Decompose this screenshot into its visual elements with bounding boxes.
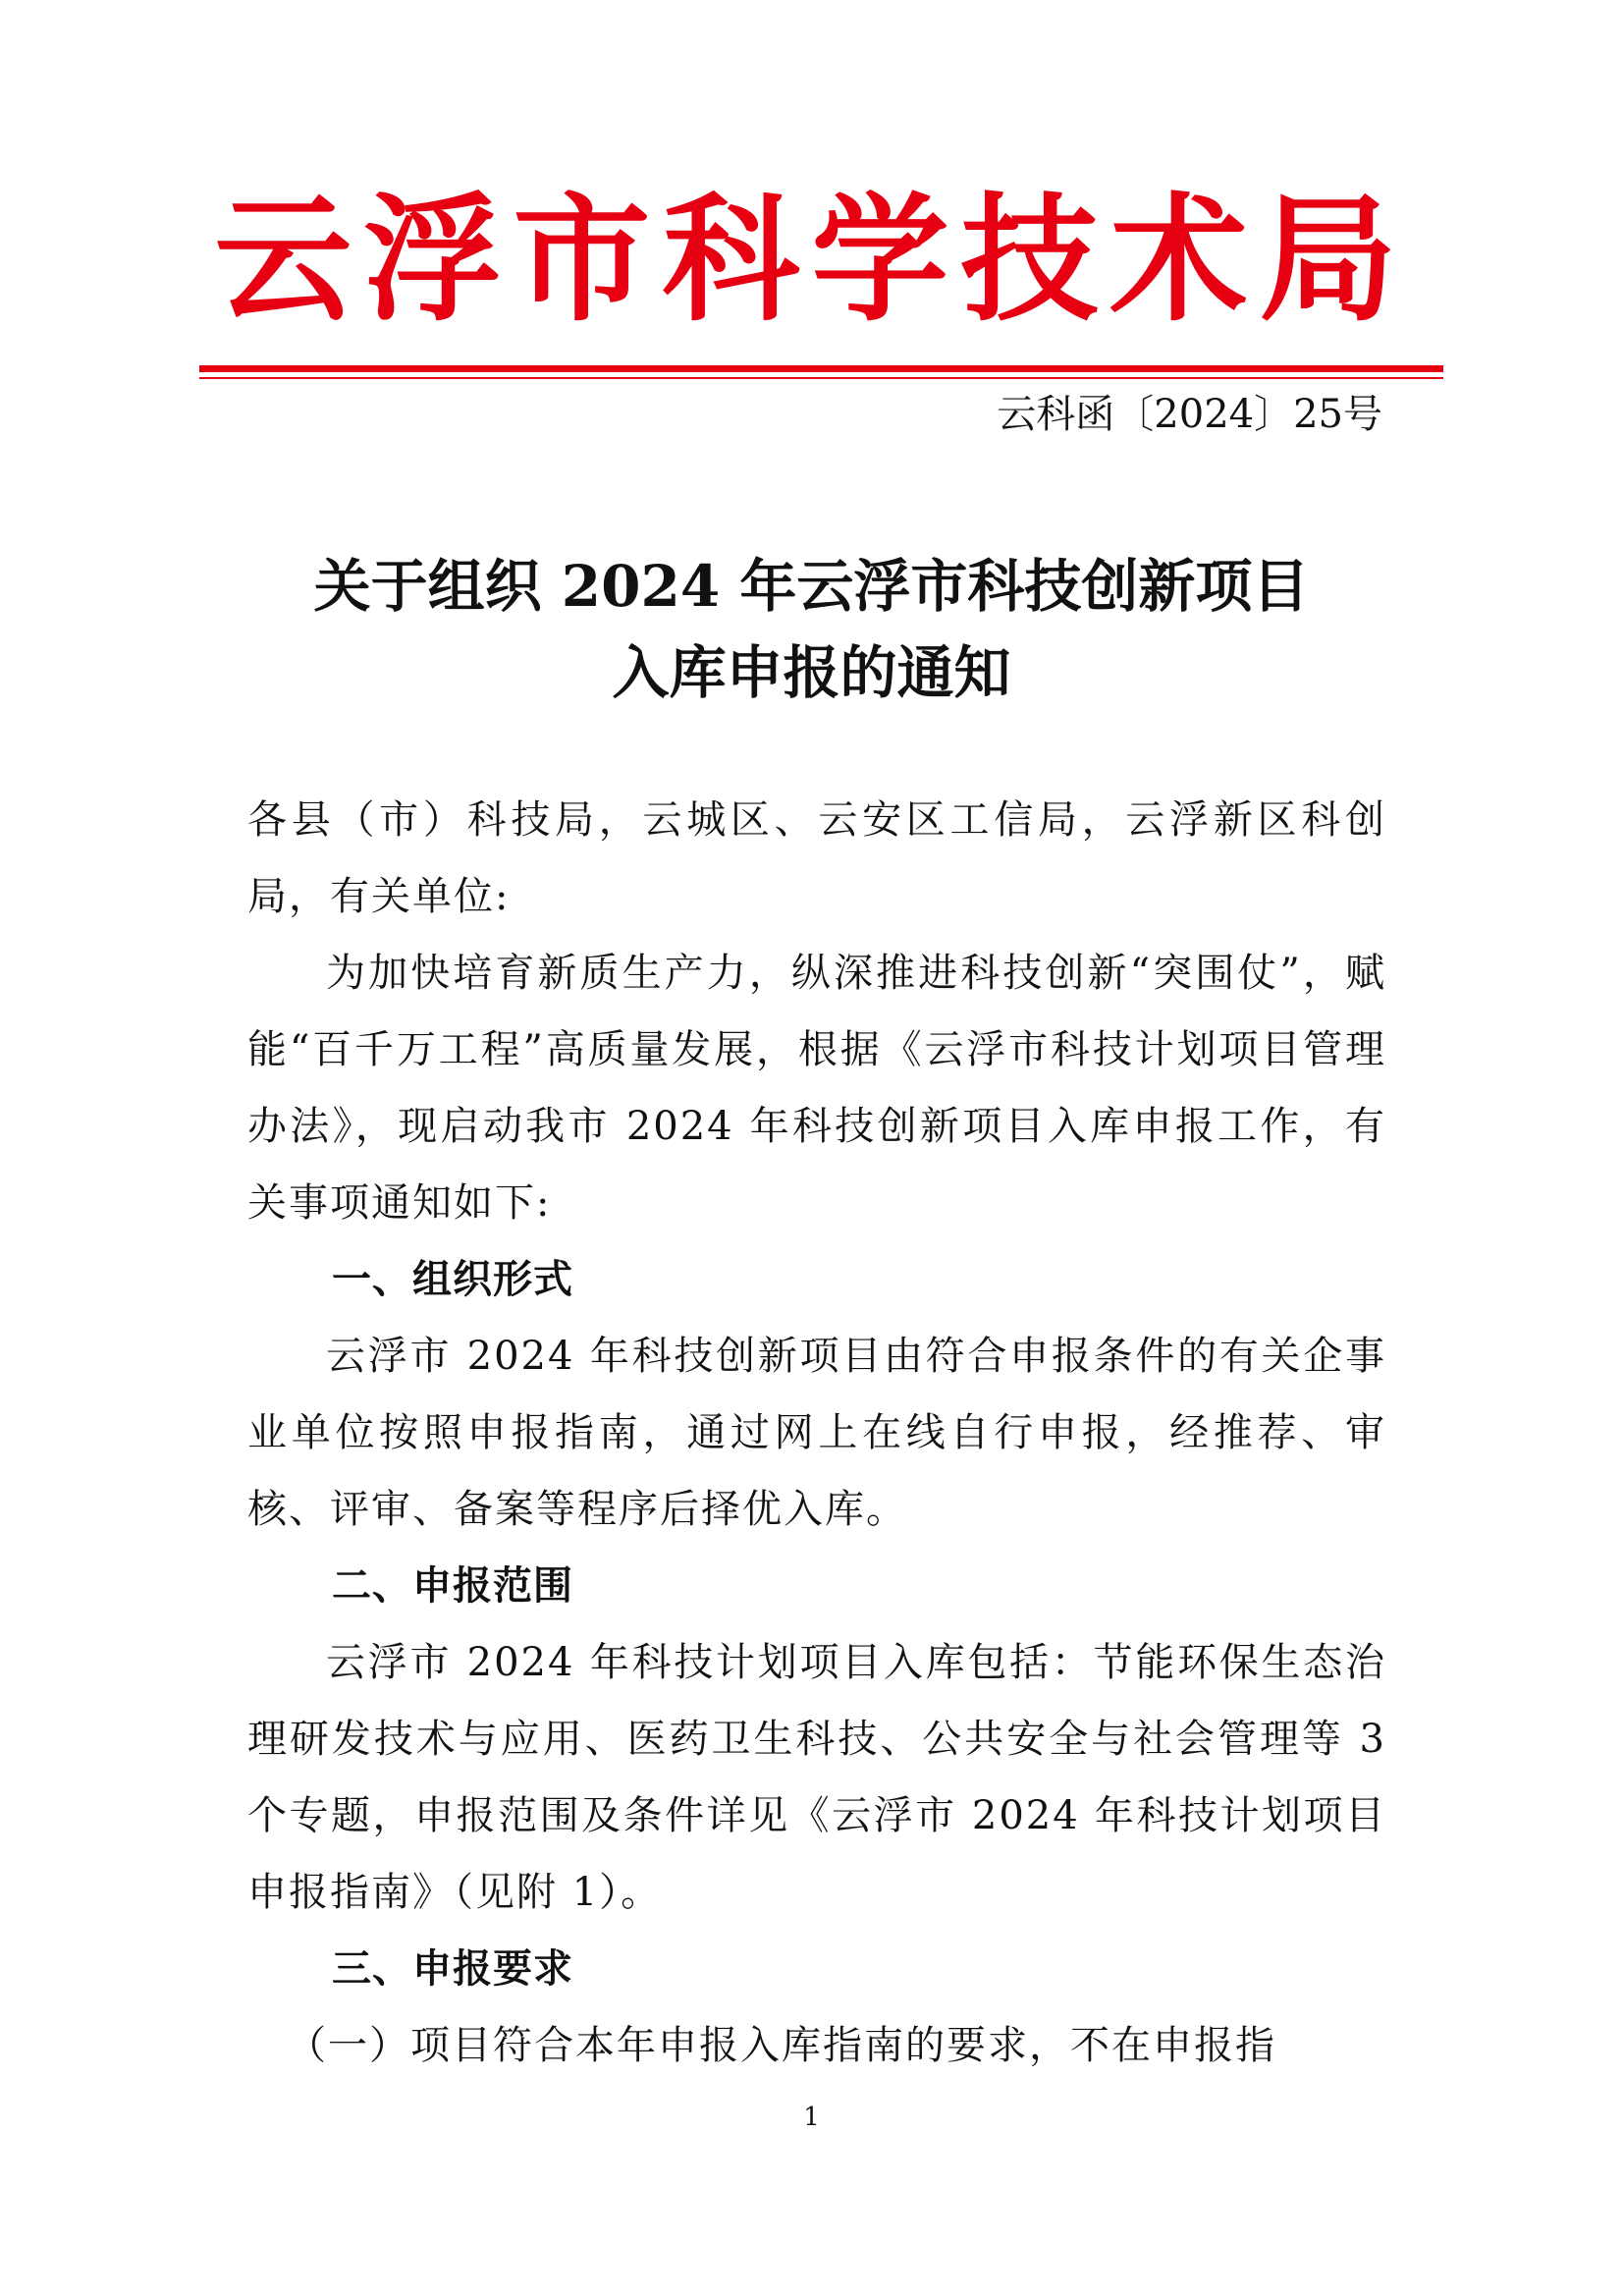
salutation: 各县（市）科技局，云城区、云安区工信局，云浮新区科创局，有关单位: bbox=[247, 797, 1386, 919]
document-title-line-2: 入库申报的通知 bbox=[612, 639, 1011, 706]
section-heading-requirements: 三、申报要求 bbox=[332, 1946, 573, 1992]
masthead-red-rule-thin bbox=[199, 377, 1443, 379]
document-body bbox=[247, 782, 1386, 2084]
section-text-scope: 云浮市 2024 年科技计划项目入库包括：节能环保生态治理研发技术与应用、医药卫生科技、公共安全与社会管理等 3 个专题，申报范围及条件详见《云浮市 2024 年科技计划项目申报指南》（见附 1）。 bbox=[247, 1640, 1386, 1915]
section-heading-organization: 一、组织形式 bbox=[332, 1257, 573, 1302]
section-heading-scope: 二、申报范围 bbox=[332, 1563, 573, 1609]
agency-masthead: 云浮市科学技术局 bbox=[214, 180, 1409, 341]
section-text-organization: 云浮市 2024 年科技创新项目由符合申报条件的有关企事业单位按照申报指南，通过网上在线自行申报，经推荐、审核、评审、备案等程序后择优入库。 bbox=[247, 1334, 1386, 1532]
intro-paragraph: 为加快培育新质生产力，纵深推进科技创新“突围仗”，赋能“百千万工程”高质量发展，根据《云浮市科技计划项目管理办法》，现启动我市 2024 年科技创新项目入库申报工作，有关事项通知如下: bbox=[247, 951, 1386, 1226]
document-title-line-1: 关于组织 2024 年云浮市科技创新项目 bbox=[313, 553, 1310, 620]
page-number: 1 bbox=[803, 2103, 820, 2132]
section-text-requirements: （一）项目符合本年申报入库指南的要求，不在申报指 bbox=[287, 2023, 1276, 2068]
document-number: 云科函〔2024〕25号 bbox=[997, 392, 1382, 437]
masthead-red-rule-thick bbox=[199, 365, 1443, 372]
